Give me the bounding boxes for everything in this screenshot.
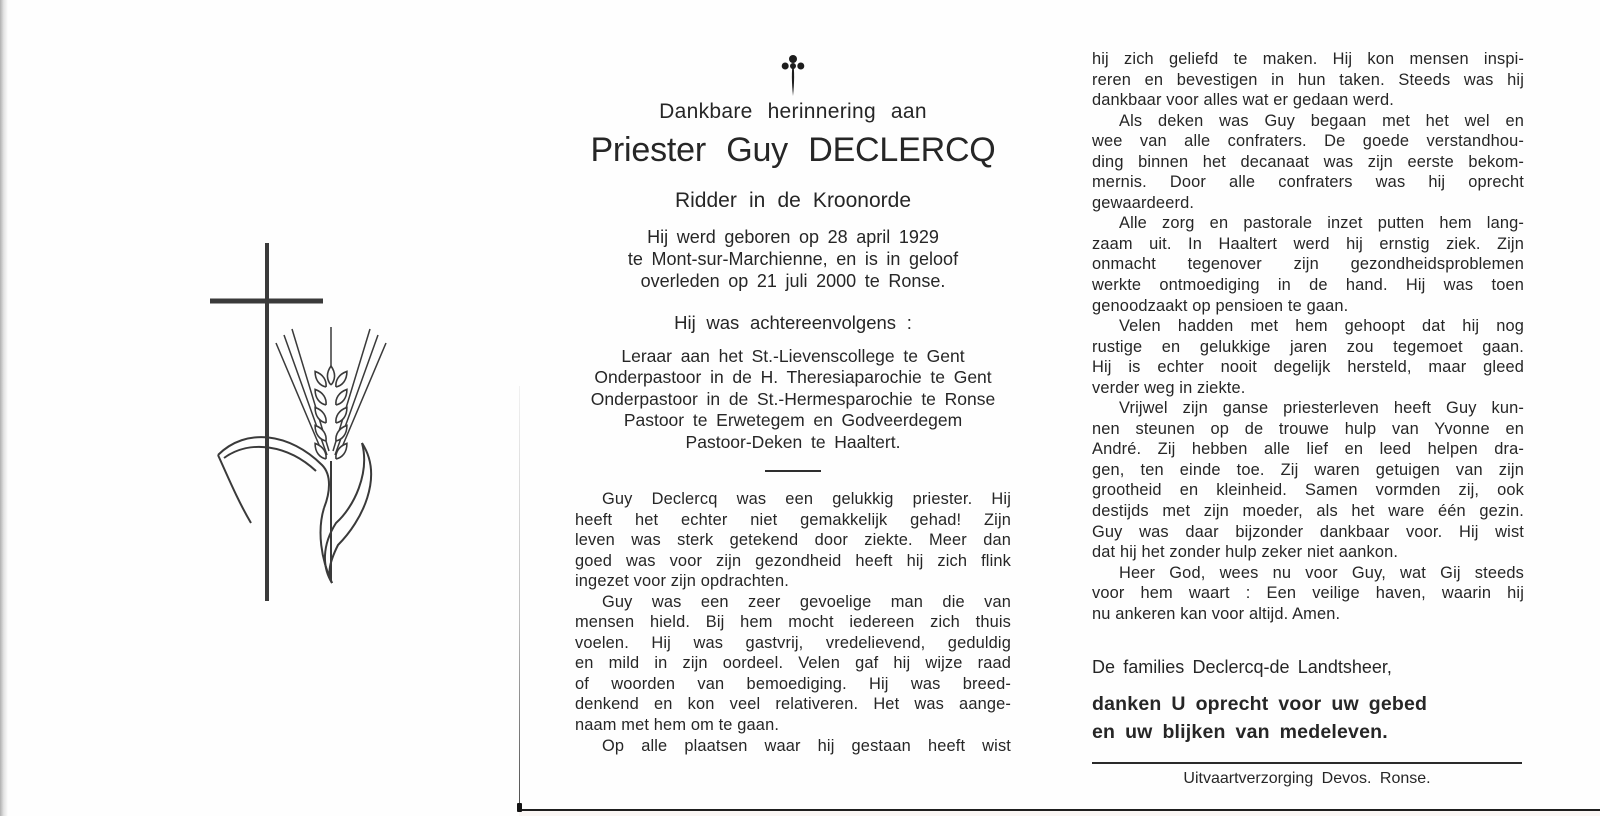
text-line: dankbaar voor alles wat er gedaan werd. — [1092, 91, 1394, 110]
roles-list — [575, 346, 1011, 453]
funeral-home-credit: Uitvaartverzorging Devos. Ronse. — [1183, 770, 1431, 787]
text-line: goed was voor zijn gezondheid heeft hij zich flink — [575, 551, 1011, 570]
text-line: voor hem waart : Een veilige haven, waarin hij — [1092, 584, 1524, 603]
text-line: André. Zij hebben alle lief en leed helpen dra- — [1092, 440, 1524, 459]
text-line: Pastoor-Deken te Haaltert. — [685, 431, 901, 452]
text-line: Pastoor te Erwetegem en Godveerdegem — [623, 410, 963, 431]
text-line: gen, ten einde toe. Zij waren getuigen van zijn — [1092, 460, 1524, 479]
text-line: Velen hadden met hem gehoopt dat hij nog — [1119, 317, 1524, 336]
text-line: Vrijwel zijn ganse priesterleven heeft Guy kun- — [1119, 399, 1524, 418]
text-line: naam met hem om te gaan. — [575, 716, 780, 735]
text-line: Op alle plaatsen waar hij gestaan heeft wist — [602, 736, 1011, 755]
text-line: zaam uit. In Haaltert werd hij ernstig ziek. Zijn — [1092, 234, 1524, 253]
text-line: werkte ontmoediging in de hand. Hij was toen — [1092, 276, 1524, 295]
text-line: genoodzaakt op pensioen te gaan. — [1092, 296, 1349, 315]
text-line: te Mont-sur-Marchienne, en is in geloof — [627, 248, 959, 269]
text-line: Alle zorg en pastorale inzet putten hem lang- — [1119, 214, 1524, 233]
family-line: De families Declercq-de Landtsheer, — [1092, 657, 1392, 677]
fold-bottom-mark — [517, 803, 522, 812]
text-line: heeft het echter niet gemakkelijk gehad! Zijn — [575, 510, 1011, 529]
section-divider — [765, 470, 821, 472]
text-line: reren en bevestigen in hun taken. Steeds was hij — [1092, 70, 1524, 89]
text-line: dat hij het zonder hulp zeker niet aankon. — [1092, 543, 1399, 562]
text-line: voelen. Hij was gastvrij, vredelievend, geduldig — [575, 633, 1011, 652]
text-line: hij zich geliefd te maken. Hij kon mensen inspi- — [1092, 50, 1524, 68]
text-line: Onderpastoor in de St.-Hermesparochie te Ronse — [590, 388, 996, 409]
text-line: nu ankeren kan voor altijd. Amen. — [1092, 604, 1341, 623]
thanks-lines — [1092, 690, 1427, 746]
text-line: en mild in zijn oordeel. Velen gaf hij wijze raad — [575, 654, 1011, 673]
cross-and-wheat-svg — [150, 215, 450, 615]
card-bottom-edge — [519, 809, 1600, 811]
text-line: of woorden van bemoediging. Hij was breed- — [575, 674, 1011, 693]
text-line: onmacht tegenover zijn gezondheidsproblemen — [1092, 255, 1524, 274]
text-line: Als deken was Guy begaan met het wel en — [1119, 111, 1524, 130]
text-line: overleden op 21 juli 2000 te Ronse. — [640, 270, 946, 291]
leaf-flourish-right — [321, 443, 372, 583]
text-line: en uw blijken van medeleven. — [1092, 721, 1388, 743]
text-line: destijds met zijn moeder, als het ware één gezin. — [1092, 502, 1524, 521]
text-line: Guy was daar bijzonder dankbaar voor. Hij wist — [1092, 522, 1524, 541]
text-line: Leraar aan het St.-Lievenscollege te Gent — [621, 346, 965, 366]
card-fold-line — [519, 386, 520, 810]
scan-background-strip — [519, 811, 1600, 816]
text-line: rustige en gelukkige jaren zou tegemoet gaan. — [1092, 337, 1524, 356]
scan-edge-shadow — [0, 0, 8, 816]
memorial-card-front — [575, 0, 1011, 816]
roles-intro: Hij was achtereenvolgens : — [674, 312, 912, 333]
text-line: verder weg in ziekte. — [1092, 378, 1246, 397]
life-dates — [575, 227, 1011, 292]
text-line: Guy Declercq was een gelukkig priester. Hij — [602, 490, 1011, 508]
text-line: Heer God, wees nu voor Guy, wat Gij steeds — [1119, 563, 1524, 582]
text-line: grootheid en kleinheid. Samen vormden zij, ook — [1092, 481, 1524, 500]
footer-divider — [1092, 762, 1522, 764]
honor-title: Ridder in de Kroonorde — [674, 189, 912, 212]
text-line: ingezet voor zijn opdrachten. — [575, 572, 789, 591]
cross-icon — [575, 50, 1011, 98]
leaf-flourish-left — [218, 437, 329, 523]
text-line: Hij werd geboren op 28 april 1929 — [647, 227, 939, 247]
intro-line: Dankbare herinnering aan — [659, 100, 927, 123]
text-line: ding binnen het decanaat was zijn eerste bekom- — [1092, 152, 1524, 171]
text-line: Guy was een zeer gevoelige man die van — [602, 592, 1011, 611]
text-line: denkend en kon veel relativeren. Het was aange- — [575, 695, 1011, 714]
deceased-name: Priester Guy DECLERCQ — [590, 131, 996, 169]
text-line: Onderpastoor in de H. Theresiaparochie te Gent — [594, 367, 992, 388]
text-line: wee van alle confraters. De goede verstandhou- — [1092, 132, 1524, 151]
cross-icon — [210, 243, 323, 601]
text-line: nen steunen op de trouwe hulp van Yvonne en — [1092, 419, 1524, 438]
text-line: gewaardeerd. — [1092, 193, 1195, 212]
biography-column-2 — [1092, 49, 1524, 624]
text-line: leven was sterk getekend door ziekte. Meer dan — [575, 531, 1011, 550]
text-line: mernis. Door alle confraters was hij oprecht — [1092, 173, 1524, 192]
text-line: mensen hield. Bij hem mocht iedereen zich thuis — [575, 613, 1011, 632]
cross-and-wheat-illustration — [150, 215, 450, 615]
text-line: Hij is echter nooit degelijk hersteld, maar gleed — [1092, 358, 1524, 377]
text-line: danken U oprecht voor uw gebed — [1092, 693, 1428, 715]
biography-column-1 — [575, 489, 1011, 756]
memorial-card-back — [1092, 0, 1524, 816]
